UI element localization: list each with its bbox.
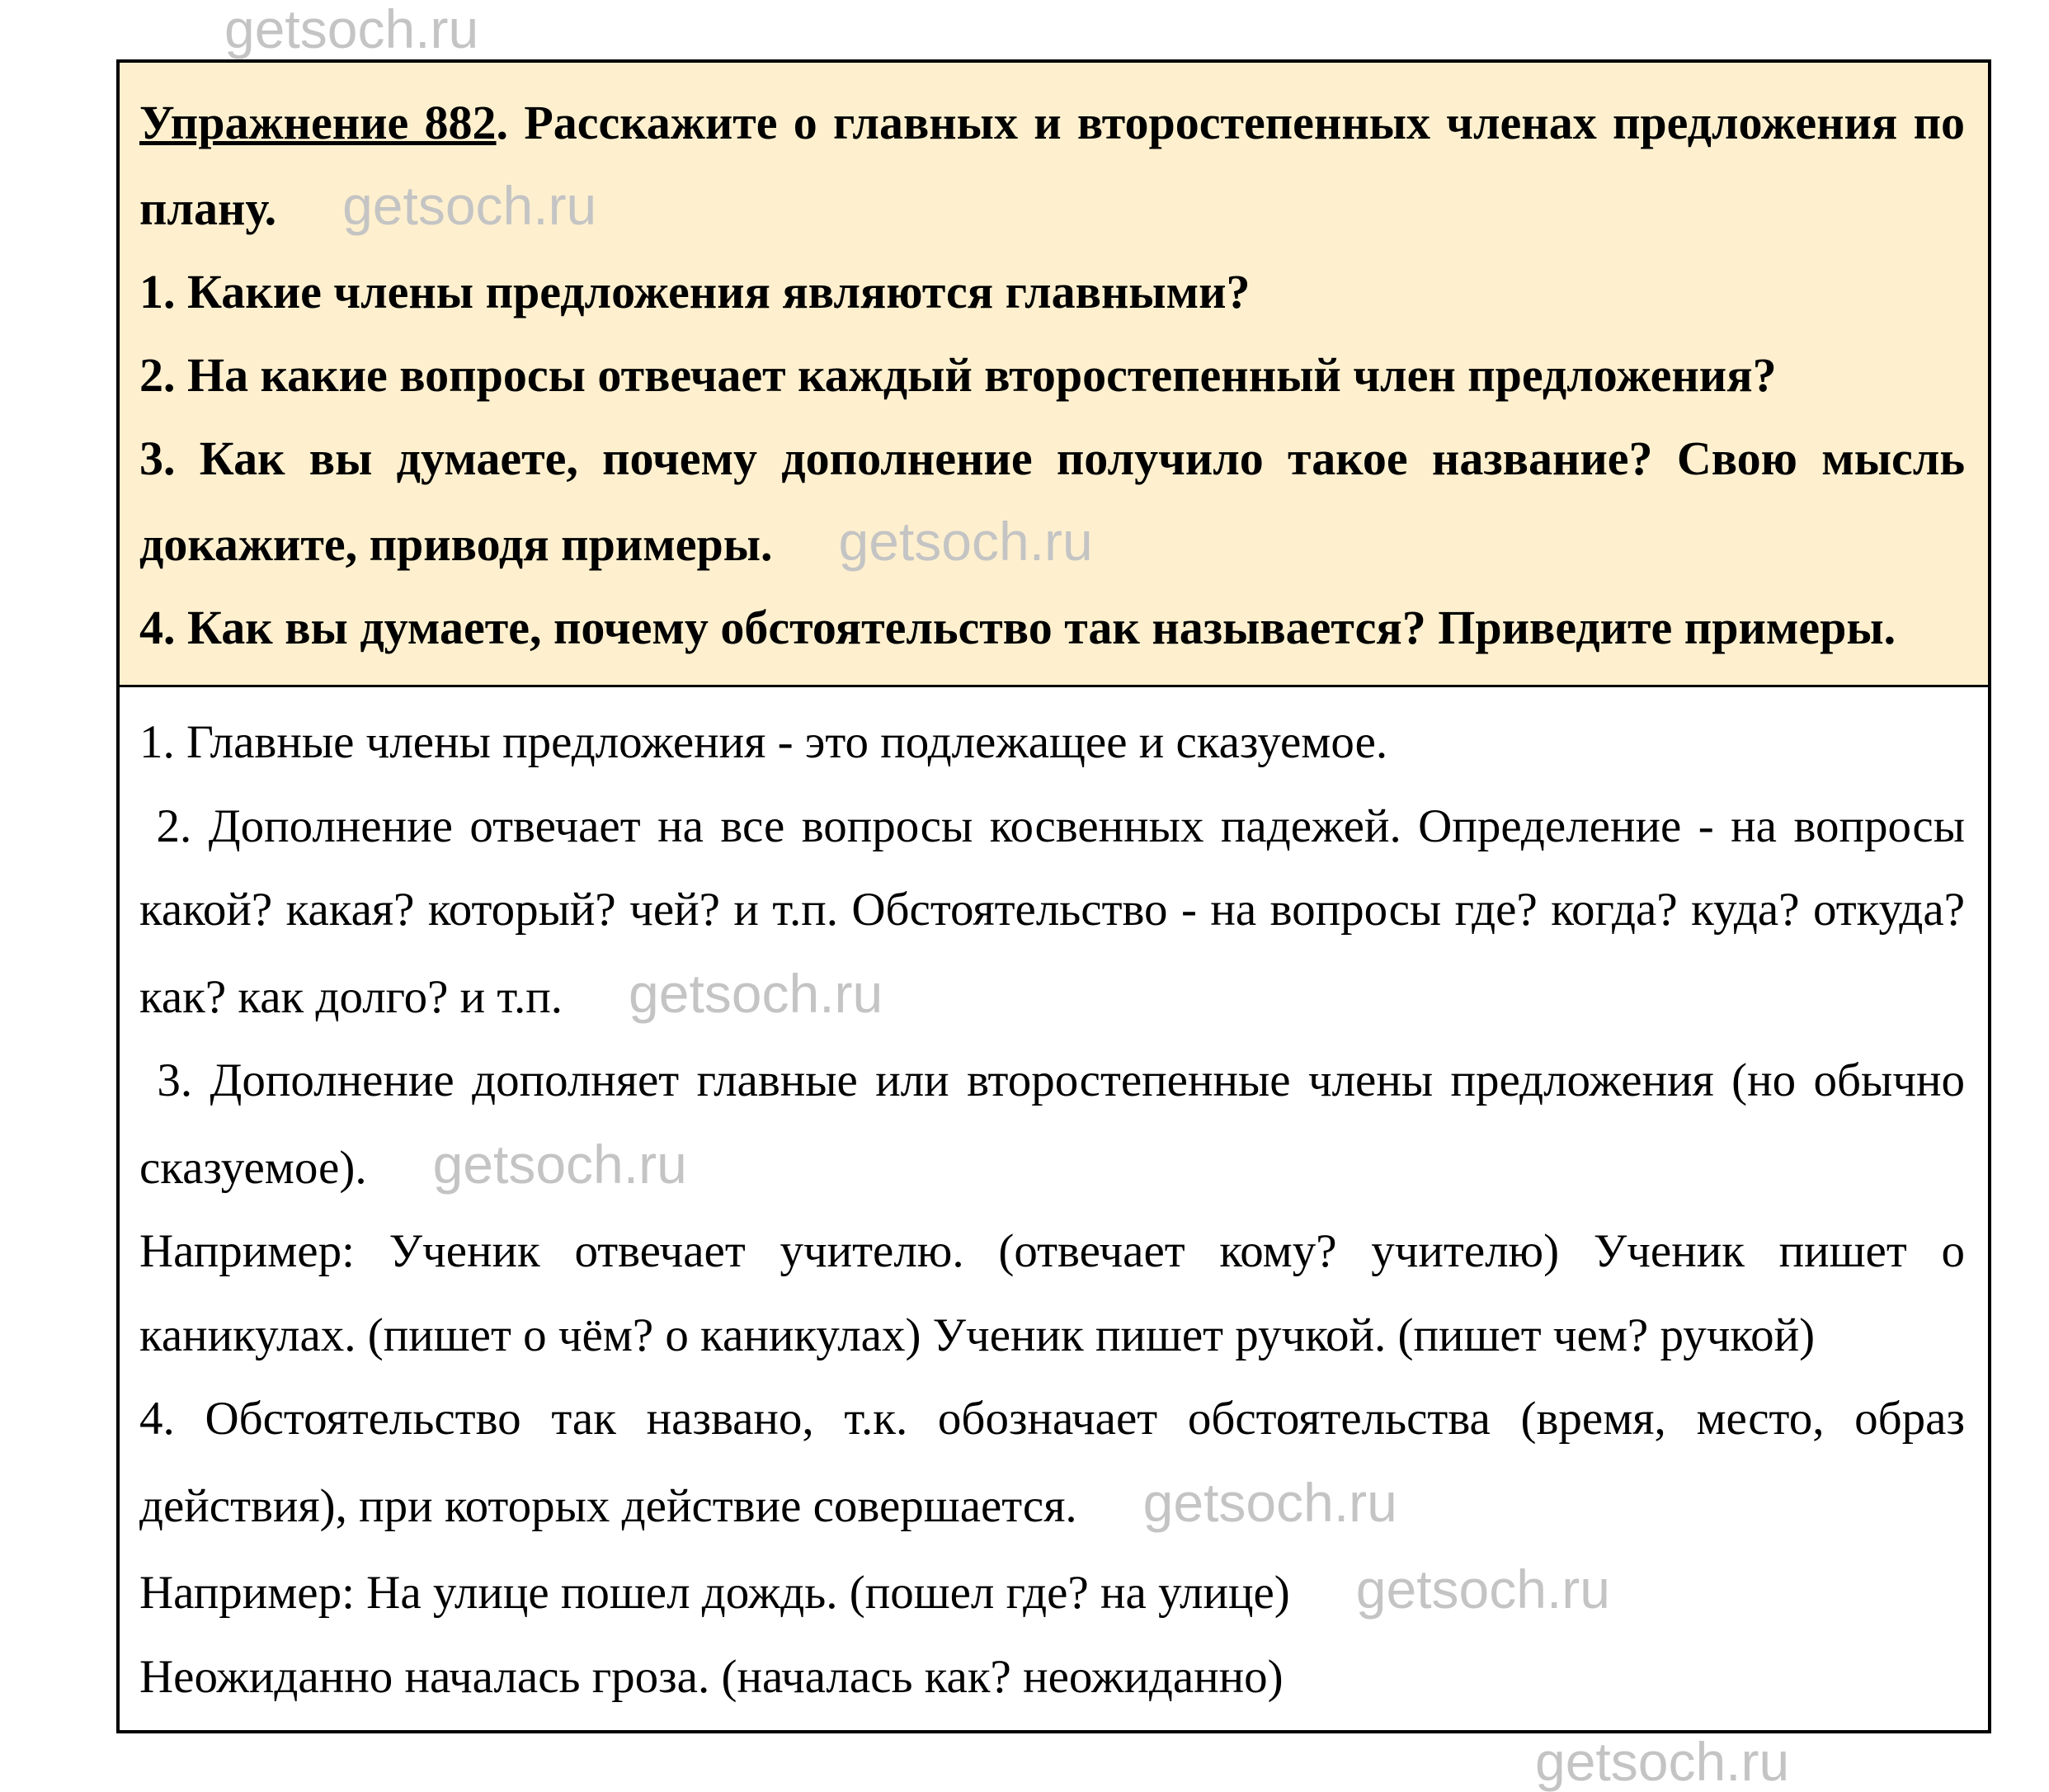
answer-paragraph <box>139 1210 1965 1377</box>
exercise-title: Упражнение 882 <box>139 96 497 149</box>
task-item-text: 2. На какие вопросы отвечает каждый второстепенный член предложения? <box>139 348 1777 402</box>
task-intro-text: . Расскажите о главных и второстепенных членах предложения по плану. <box>139 96 1965 235</box>
task-item <box>139 250 1965 333</box>
answer-paragraph <box>139 1039 1965 1210</box>
watermark: getsoch.ru <box>838 511 1093 572</box>
task-section <box>120 63 1988 687</box>
answer-text: Например: На улице пошел дождь. (пошел где? на улице) <box>139 1567 1290 1619</box>
watermark: getsoch.ru <box>1355 1559 1610 1620</box>
task-item <box>139 586 1965 669</box>
task-item <box>139 333 1965 417</box>
answer-paragraph <box>139 700 1965 785</box>
answer-section <box>120 687 1988 1719</box>
answer-text: Неожиданно началась гроза. (началась как? неожиданно) <box>139 1650 1284 1703</box>
answer-text: 2. Дополнение отвечает на все вопросы косвенных падежей. Определение - на вопросы какой? какая? который? чей? и т.п. Обстоятельство - на вопросы где? когда? куда? откуда? как? как долго? и т.п. <box>139 799 1965 1023</box>
answer-paragraph <box>139 1635 1965 1719</box>
task-item-text: 1. Какие члены предложения являются главными? <box>139 265 1251 318</box>
answer-paragraph <box>139 1377 1965 1548</box>
answer-text: 3. Дополнение дополняет главные или второстепенные члены предложения (но обычно сказуемое). <box>139 1054 1965 1194</box>
watermark: getsoch.ru <box>1535 1731 1790 1792</box>
watermark: getsoch.ru <box>342 175 597 236</box>
task-item-text: 3. Как вы думаете, почему дополнение получило такое название? Свою мысль докажите, приводя примеры. <box>139 431 1965 571</box>
answer-text: 1. Главные члены предложения - это подлежащее и сказуемое. <box>139 716 1388 768</box>
watermark: getsoch.ru <box>224 0 479 59</box>
answer-paragraph <box>139 1548 1965 1635</box>
answer-text: 4. Обстоятельство так названо, т.к. обозначает обстоятельства (время, место, образ действия), при которых действие совершается. <box>139 1393 1965 1532</box>
exercise-box <box>116 59 1991 1733</box>
task-item-text: 4. Как вы думаете, почему обстоятельство так называется? Приведите примеры. <box>139 601 1896 654</box>
watermark: getsoch.ru <box>629 962 883 1024</box>
watermark: getsoch.ru <box>432 1133 687 1195</box>
answer-text: Например: Ученик отвечает учителю. (отвечает кому? учителю) Ученик пишет о каникулах. (пишет о чём? о каникулах) Ученик пишет ручкой. (пишет чем? ручкой) <box>139 1225 1965 1361</box>
watermark: getsoch.ru <box>1142 1471 1397 1533</box>
task-intro <box>139 81 1965 250</box>
answer-paragraph <box>139 785 1965 1040</box>
task-item <box>139 417 1965 586</box>
